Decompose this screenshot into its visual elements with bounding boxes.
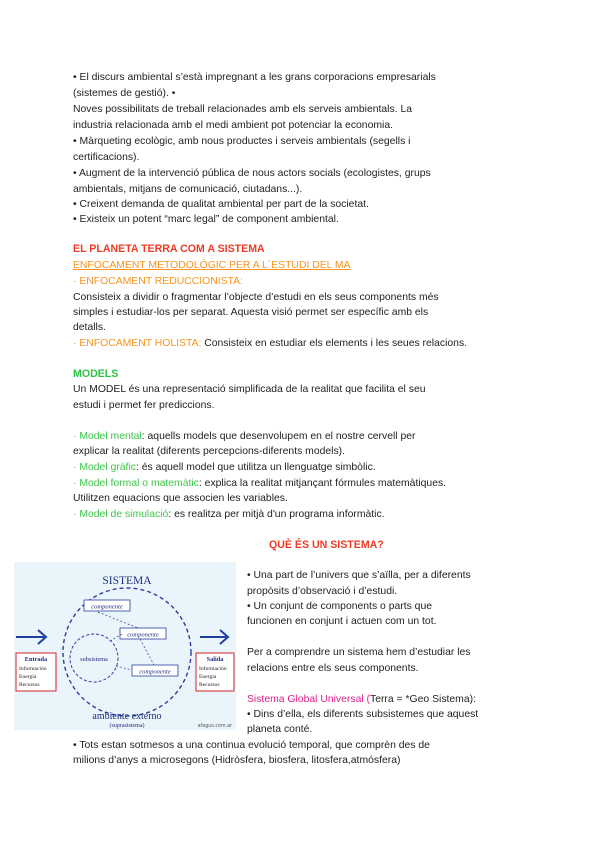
global-line (247, 692, 476, 708)
connection-line-1 (98, 612, 138, 628)
model-formal-line (73, 476, 446, 492)
model-formal-line-2: Utilitzen equacions que associen les variables. (73, 493, 288, 504)
salida-item-3: Recursos (199, 682, 220, 688)
reduccionista-line-2: simples i estudiar-los per separat. Aquesta visió permet ser específic amb els (73, 307, 429, 318)
entrada-item-1: Información (19, 666, 47, 672)
holista-text: Consisteix en estudiar els elements i les seues relacions. (201, 338, 468, 349)
planeta-heading: EL PLANETA TERRA COM A SISTEMA (73, 243, 265, 255)
reduccionista-line-1: Consisteix a dividir o fragmentar l’objecte d’estudi en els seus components més (73, 292, 439, 303)
connection-line-3 (116, 666, 132, 670)
intro-line-10: • Existeix un potent “marc legal” de component ambiental. (73, 214, 339, 225)
global-desc-line-1: • Dins d’ella, els diferents subsistemes que aquest (247, 709, 479, 720)
intro-line-3: Noves possibilitats de treball relacionades amb els serveis ambientals. La (73, 104, 413, 115)
entrada-item-3: Recursos (19, 682, 40, 688)
intro-line-9: • Creixent demanda de qualitat ambiental per part de la societat. (73, 199, 369, 210)
intro-line-8: ambientals, mitjans de comunicació, ciutadans...). (73, 184, 303, 195)
subsistema-label: subsistema (80, 656, 108, 663)
intro-line-6: certificacions). (73, 152, 140, 163)
entrada-title: Entrada (24, 656, 48, 663)
model-grafic-label: · Model gràfic (73, 462, 136, 473)
sistema-def-line-3: • Un conjunt de components o parts que (247, 601, 433, 612)
holista-label: · ENFOCAMENT HOLISTA: (73, 338, 202, 349)
model-simulacio-label: · Model de simulació (73, 509, 169, 520)
reduccionista-label: · ENFOCAMENT REDUCCIONISTA: (73, 276, 243, 287)
global-label: Sistema Global Universal ( (247, 694, 370, 705)
intro-line-1: • El discurs ambiental s’està impregnant a les grans corporacions empresarials (73, 72, 436, 83)
sistema-def-line-1: • Una part de l’univers que s’aïlla, per a diferents (247, 570, 471, 581)
intro-line-4: industria relacionada amb el medi ambient pot potenciar la economia. (73, 120, 393, 131)
model-mental-text: : aquells models que desenvolupem en el nostre cervell per (141, 431, 416, 442)
salida-item-1: Información (199, 666, 227, 672)
sistema-def-line-2: propòsits d’observació i d’estudi. (247, 586, 398, 597)
model-mental-label: · Model mental (73, 431, 142, 442)
sistema-diagram (14, 562, 236, 730)
sistema-def-line-4: funcionen en conjunt i actuen com un tot. (247, 616, 437, 627)
model-grafic-line (73, 460, 376, 476)
intro-line-7: • Augment de la intervenció pública de nous actors socials (ecologistes, grups (73, 168, 431, 179)
models-heading: MODELS (73, 368, 119, 380)
models-intro-line-1: Un MODEL és una representació simplificada de la realitat que facilita el seu (73, 384, 426, 395)
ambiente-label: ambiente externo (92, 711, 162, 722)
enfocament-subheading: ENFOCAMENT METODOLÒGIC PER A L´ESTUDI DEL MA (73, 260, 351, 271)
entrada-item-2: Energía (19, 674, 37, 680)
model-simulacio-text: : es realitza per mitjà d'un programa informàtic. (168, 509, 385, 520)
global-desc-line-2: planeta conté. (247, 724, 313, 735)
model-mental-line (73, 429, 416, 445)
model-formal-text: : explica la realitat mitjançant fórmules matemàtiques. (198, 478, 447, 489)
sistema-heading: QUÈ ÉS UN SISTEMA? (269, 539, 384, 551)
connection-line-2 (140, 639, 154, 665)
reduccionista-line-3: detalls. (73, 322, 106, 333)
bottom-line-1: • Tots estan sotmesos a una continua evolució temporal, que comprèn des de (73, 740, 430, 751)
model-formal-label: · Model formal o matemàtic (73, 478, 199, 489)
model-grafic-text: : és aquell model que utilitza un llenguatge simbòlic. (135, 462, 376, 473)
bottom-line-2: milions d’anys a microsegons (Hidròsfera, biosfera, litosfera,atmósfera) (73, 755, 401, 766)
relations-line-2: relacions entre els seus components. (247, 663, 419, 674)
diagram-title: SISTEMA (102, 575, 152, 587)
component-label-1: componente (91, 603, 123, 611)
relations-line-1: Per a comprendre un sistema hem d’estudiar les (247, 647, 471, 658)
salida-title: Salida (206, 656, 224, 663)
component-label-2: componente (127, 631, 159, 639)
salida-item-2: Energía (199, 674, 217, 680)
holista-line (73, 336, 467, 352)
global-text: Terra = *Geo Sistema): (370, 694, 476, 705)
intro-line-5: • Màrqueting ecològic, amb nous productes i serveis ambientals (segells i (73, 136, 411, 147)
component-label-3: componente (139, 668, 171, 676)
watermark: afagus.com.ar (197, 724, 232, 729)
model-simulacio-line (73, 507, 385, 523)
suprasistema-label: (suprasistema) (109, 723, 145, 729)
intro-line-2: (sistemes de gestió). • (73, 88, 176, 99)
model-mental-line-2: explicar la realitat (diferents percepcions-diferents models). (73, 446, 346, 457)
models-intro-line-2: estudi i permet fer prediccions. (73, 400, 215, 411)
sistema-diagram-svg (14, 562, 236, 730)
